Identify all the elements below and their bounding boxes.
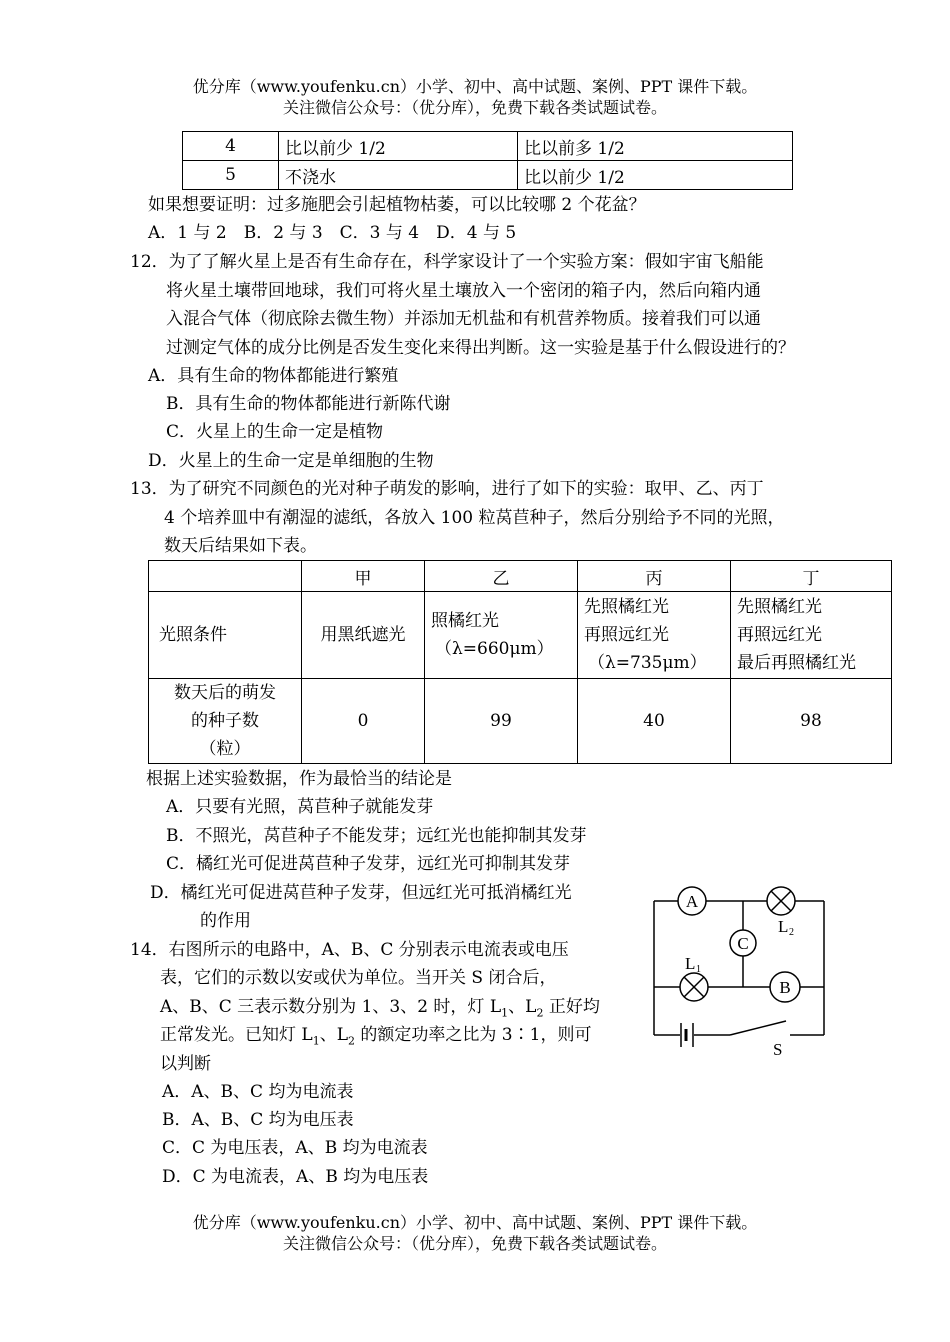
cell-text: 再照远红光 (584, 625, 669, 645)
table-header-jia: 甲 (302, 561, 425, 592)
circuit-diagram (640, 880, 840, 1070)
lamp-l1-subscript: 1 (696, 964, 701, 975)
table-header-yi: 乙 (425, 561, 578, 592)
cell-bing-light (578, 592, 731, 679)
table-cell: 比以前少 1/2 (279, 132, 518, 161)
q13-line-3: 数天后结果如下表。 (164, 536, 317, 556)
light-experiment-table (148, 560, 892, 764)
q13-option-b: B．不照光，莴苣种子不能发芽；远红光也能抑制其发芽 (166, 826, 587, 846)
cell-text: 照橘红光 (431, 611, 499, 631)
cell-text: （λ=660μm） (435, 639, 554, 659)
cell-jia-count: 0 (302, 679, 425, 764)
q14-sub: 1 (501, 1006, 509, 1020)
lamp-l2-label: L (778, 917, 789, 936)
q13-option-d: D．橘红光可促进莴苣种子发芽，但远红光可抵消橘红光 (150, 883, 572, 903)
q11-options: A．1 与 2 B．2 与 3 C．3 与 4 D．4 与 5 (148, 223, 517, 243)
q12-option-a: A．具有生命的物体都能进行繁殖 (148, 366, 399, 386)
q14-sub: 1 (312, 1034, 320, 1048)
q14-sub: 2 (348, 1034, 355, 1048)
q12-line-3: 入混合气体（彻底除去微生物）并添加无机盐和有机营养物质。接着我们可以通 (166, 309, 761, 329)
cell-text: 数天后的萌发 (174, 683, 276, 703)
lamp-l2-subscript: 2 (789, 927, 794, 938)
q14-line-4 (160, 1021, 591, 1055)
cell-jia-light: 用黑纸遮光 (302, 592, 425, 679)
q14-text: 正好均 (543, 997, 600, 1017)
cell-bing-count: 40 (578, 679, 731, 764)
table-cell: 比以前少 1/2 (518, 161, 793, 190)
q12-option-c: C．火星上的生命一定是植物 (166, 422, 384, 442)
row-label-light: 光照条件 (149, 592, 302, 679)
switch-label: S (773, 1040, 783, 1059)
header-line-1: 优分库（www.youfenku.cn）小学、初中、高中试题、案例、PPT 课件下载。 (192, 77, 758, 96)
table-header-row (149, 561, 892, 592)
q14-option-d: D．C 为电流表，A、B 均为电压表 (162, 1167, 429, 1187)
cell-text: 先照橘红光 (737, 597, 822, 617)
q12-option-d: D．火星上的生命一定是单细胞的生物 (148, 451, 434, 471)
q11-stem: 如果想要证明：过多施肥会引起植物枯萎，可以比较哪 2 个花盆？ (148, 195, 646, 215)
q14-text: A、B、C 三表示数分别为 1、3、2 时，灯 L (160, 997, 502, 1017)
table-header-bing: 丙 (578, 561, 731, 592)
meter-a-label: A (685, 892, 699, 911)
cell-yi-light (425, 592, 578, 679)
q14-sub: 2 (536, 1006, 544, 1020)
cell-text: （粒） (199, 739, 251, 759)
table-cell: 5 (183, 161, 279, 190)
q14-text: 、L (508, 997, 537, 1017)
table-cell: 不浇水 (279, 161, 518, 190)
q12-line-4: 过测定气体的成分比例是否发生变化来得出判断。这一实验是基于什么假设进行的？ (166, 338, 795, 358)
q13-line-2: 4 个培养皿中有潮湿的滤纸，各放入 100 粒莴苣种子，然后分别给予不同的光照， (164, 508, 785, 528)
footer-line-2: 关注微信公众号：（优分库），免费下载各类试题试卷。 (282, 1234, 667, 1253)
q13-option-d-cont: 的作用 (200, 911, 251, 931)
cell-ding-light (731, 592, 892, 679)
q12-option-b: B．具有生命的物体都能进行新陈代谢 (166, 394, 451, 414)
table-row (149, 679, 892, 764)
switch-blade (730, 1021, 786, 1035)
q13-line-1: 13．为了研究不同颜色的光对种子萌发的影响，进行了如下的实验：取甲、乙、丙丁 (130, 479, 764, 499)
q14-text: 的额定功率之比为 3∶1，则可 (355, 1025, 592, 1045)
header-line-2: 关注微信公众号：（优分库），免费下载各类试题试卷。 (282, 98, 667, 117)
cell-yi-count: 99 (425, 679, 578, 764)
q13-option-a: A．只要有光照，莴苣种子就能发芽 (166, 797, 434, 817)
q14-text: 、L (319, 1025, 348, 1045)
q14-line-5: 以判断 (160, 1054, 211, 1074)
table-header-empty (149, 561, 302, 592)
q12-line-2: 将火星土壤带回地球，我们可将火星土壤放入一个密闭的箱子内，然后向箱内通 (166, 281, 761, 301)
meter-c-label: C (737, 934, 749, 953)
fertilizer-table (182, 131, 793, 190)
cell-text: 的种子数 (191, 711, 259, 731)
lamp-l1-label: L (685, 954, 696, 973)
q14-option-c: C．C 为电压表，A、B 均为电流表 (162, 1138, 428, 1158)
cell-text: 先照橘红光 (584, 597, 669, 617)
table-header-ding: 丁 (731, 561, 892, 592)
meter-b-label: B (779, 978, 791, 997)
cell-ding-count: 98 (731, 679, 892, 764)
cell-text: 再照远红光 (737, 625, 822, 645)
row-label-count (149, 679, 302, 764)
footer-line-1: 优分库（www.youfenku.cn）小学、初中、高中试题、案例、PPT 课件下载。 (192, 1213, 758, 1232)
q14-line-1: 14．右图所示的电路中，A、B、C 分别表示电流表或电压 (130, 940, 569, 960)
table-row (149, 592, 892, 679)
cell-text: 最后再照橘红光 (737, 653, 856, 673)
table-cell: 4 (183, 132, 279, 161)
q13-conclusion: 根据上述实验数据，作为最恰当的结论是 (146, 769, 452, 789)
cell-text: （λ=735μm） (588, 653, 707, 673)
q12-line-1: 12．为了了解火星上是否有生命存在，科学家设计了一个实验方案：假如宇宙飞船能 (130, 252, 764, 272)
table-row (183, 161, 793, 190)
table-cell: 比以前多 1/2 (518, 132, 793, 161)
q14-text: 正常发光。已知灯 L (160, 1025, 313, 1045)
table-row (183, 132, 793, 161)
q14-option-b: B．A、B、C 均为电压表 (162, 1110, 354, 1130)
q13-option-c: C．橘红光可促进莴苣种子发芽，远红光可抑制其发芽 (166, 854, 571, 874)
q14-line-2: 表，它们的示数以安或伏为单位。当开关 S 闭合后， (160, 968, 557, 988)
q14-option-a: A．A、B、C 均为电流表 (162, 1082, 354, 1102)
